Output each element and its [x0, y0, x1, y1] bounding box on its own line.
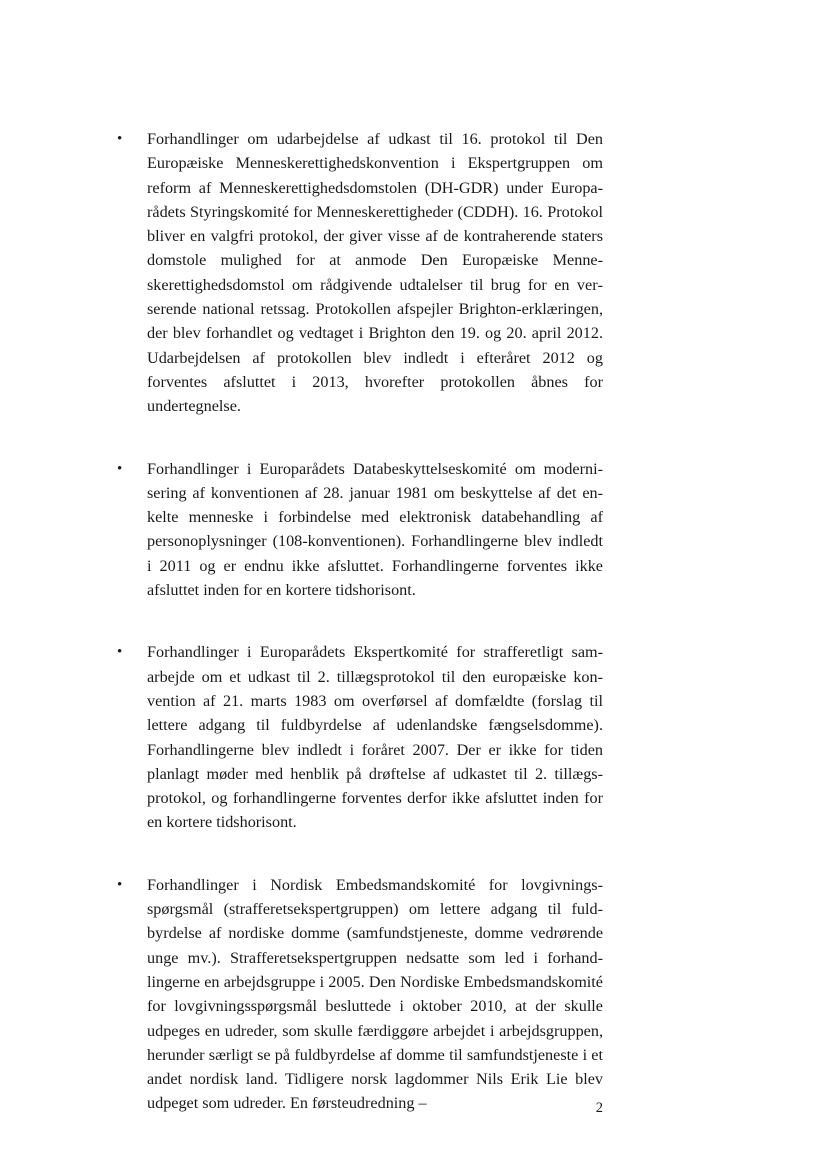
paragraph-text: Forhandlinger i Europarådets Ekspertkomité for strafferetligt samarbejde om et udkast til 2. tillægsprotokol til den europæiske konvention af 21. marts 1983 om overførsel af domfældte (forslag til lettere adgang til fuldbyrdelse af udenlandske fængselsdomme). Forhandlingerne blev indledt i foråret 2007. Der er ikke for tiden planlagt møder med henblik på drøftelse af udkastet til 2. tillægsprotokol, og forhandlingerne forventes derfor ikke afsluttet inden for en kortere tidshorisont.: [147, 643, 603, 832]
list-item: [117, 457, 603, 603]
bullet-marker: •: [117, 460, 123, 477]
list-item: [117, 640, 603, 834]
list-item: [117, 873, 603, 1116]
paragraph-text: Forhandlinger i Europarådets Databeskyttelseskomité om modernisering af konventionen af 28. januar 1981 om beskyttelse af det enkelte menneske i forbindelse med elektronisk databehandling af personoplysninger (108-konventionen). Forhandlingerne blev indledt i 2011 og er endnu ikke afsluttet. Forhandlingerne forventes ikke afsluttet inden for en kortere tidshorisont.: [147, 459, 603, 600]
paragraph-text: Forhandlinger om udarbejdelse af udkast til 16. protokol til Den Europæiske Menneskerettighedskonvention i Ekspertgruppen om reform af Menneskerettighedsdomstolen (DH-GDR) under Europarådets Styringskomité for Menneskerettigheder (CDDH). 16. Protokol bliver en valgfri protokol, der giver visse af de kontraherende staters domstole mulighed for at anmode Den Europæiske Menneskerettighedsdomstol om rådgivende udtalelser til brug for en verserende national retssag. Protokollen afspejler Brighton-erklæringen, der blev forhandlet og vedtaget i Brighton den 19. og 20. april 2012. Udarbejdelsen af protokollen blev indledt i efteråret 2012 og forventes afsluttet i 2013, hvorefter protokollen åbnes for undertegnelse.: [147, 130, 603, 416]
bullet-marker: •: [117, 876, 123, 893]
list-item: [117, 127, 603, 419]
bullet-list: [117, 127, 603, 1154]
page-number: 2: [595, 1100, 603, 1116]
paragraph-text: Forhandlinger i Nordisk Embedsmandskomité for lovgivningsspørgsmål (strafferetsekspertgruppen) om lettere adgang til fuldbyrdelse af nordiske domme (samfundstjeneste, domme vedrørende unge mv.). Strafferetsekspertgruppen nedsatte som led i forhandlingerne en arbejdsgruppe i 2005. Den Nordiske Embedsmandskomité for lovgivningsspørgsmål besluttede i oktober 2010, at der skulle udpeges en udreder, som skulle færdiggøre arbejdet i arbejdsgruppen, herunder særligt se på fuldbyrdelse af domme til samfundstjeneste i et andet nordisk land. Tidligere norsk lagdommer Nils Erik Lie blev udpeget som udreder. En førsteudredning –: [147, 875, 603, 1113]
bullet-marker: •: [117, 131, 123, 147]
bullet-marker: •: [117, 644, 123, 661]
